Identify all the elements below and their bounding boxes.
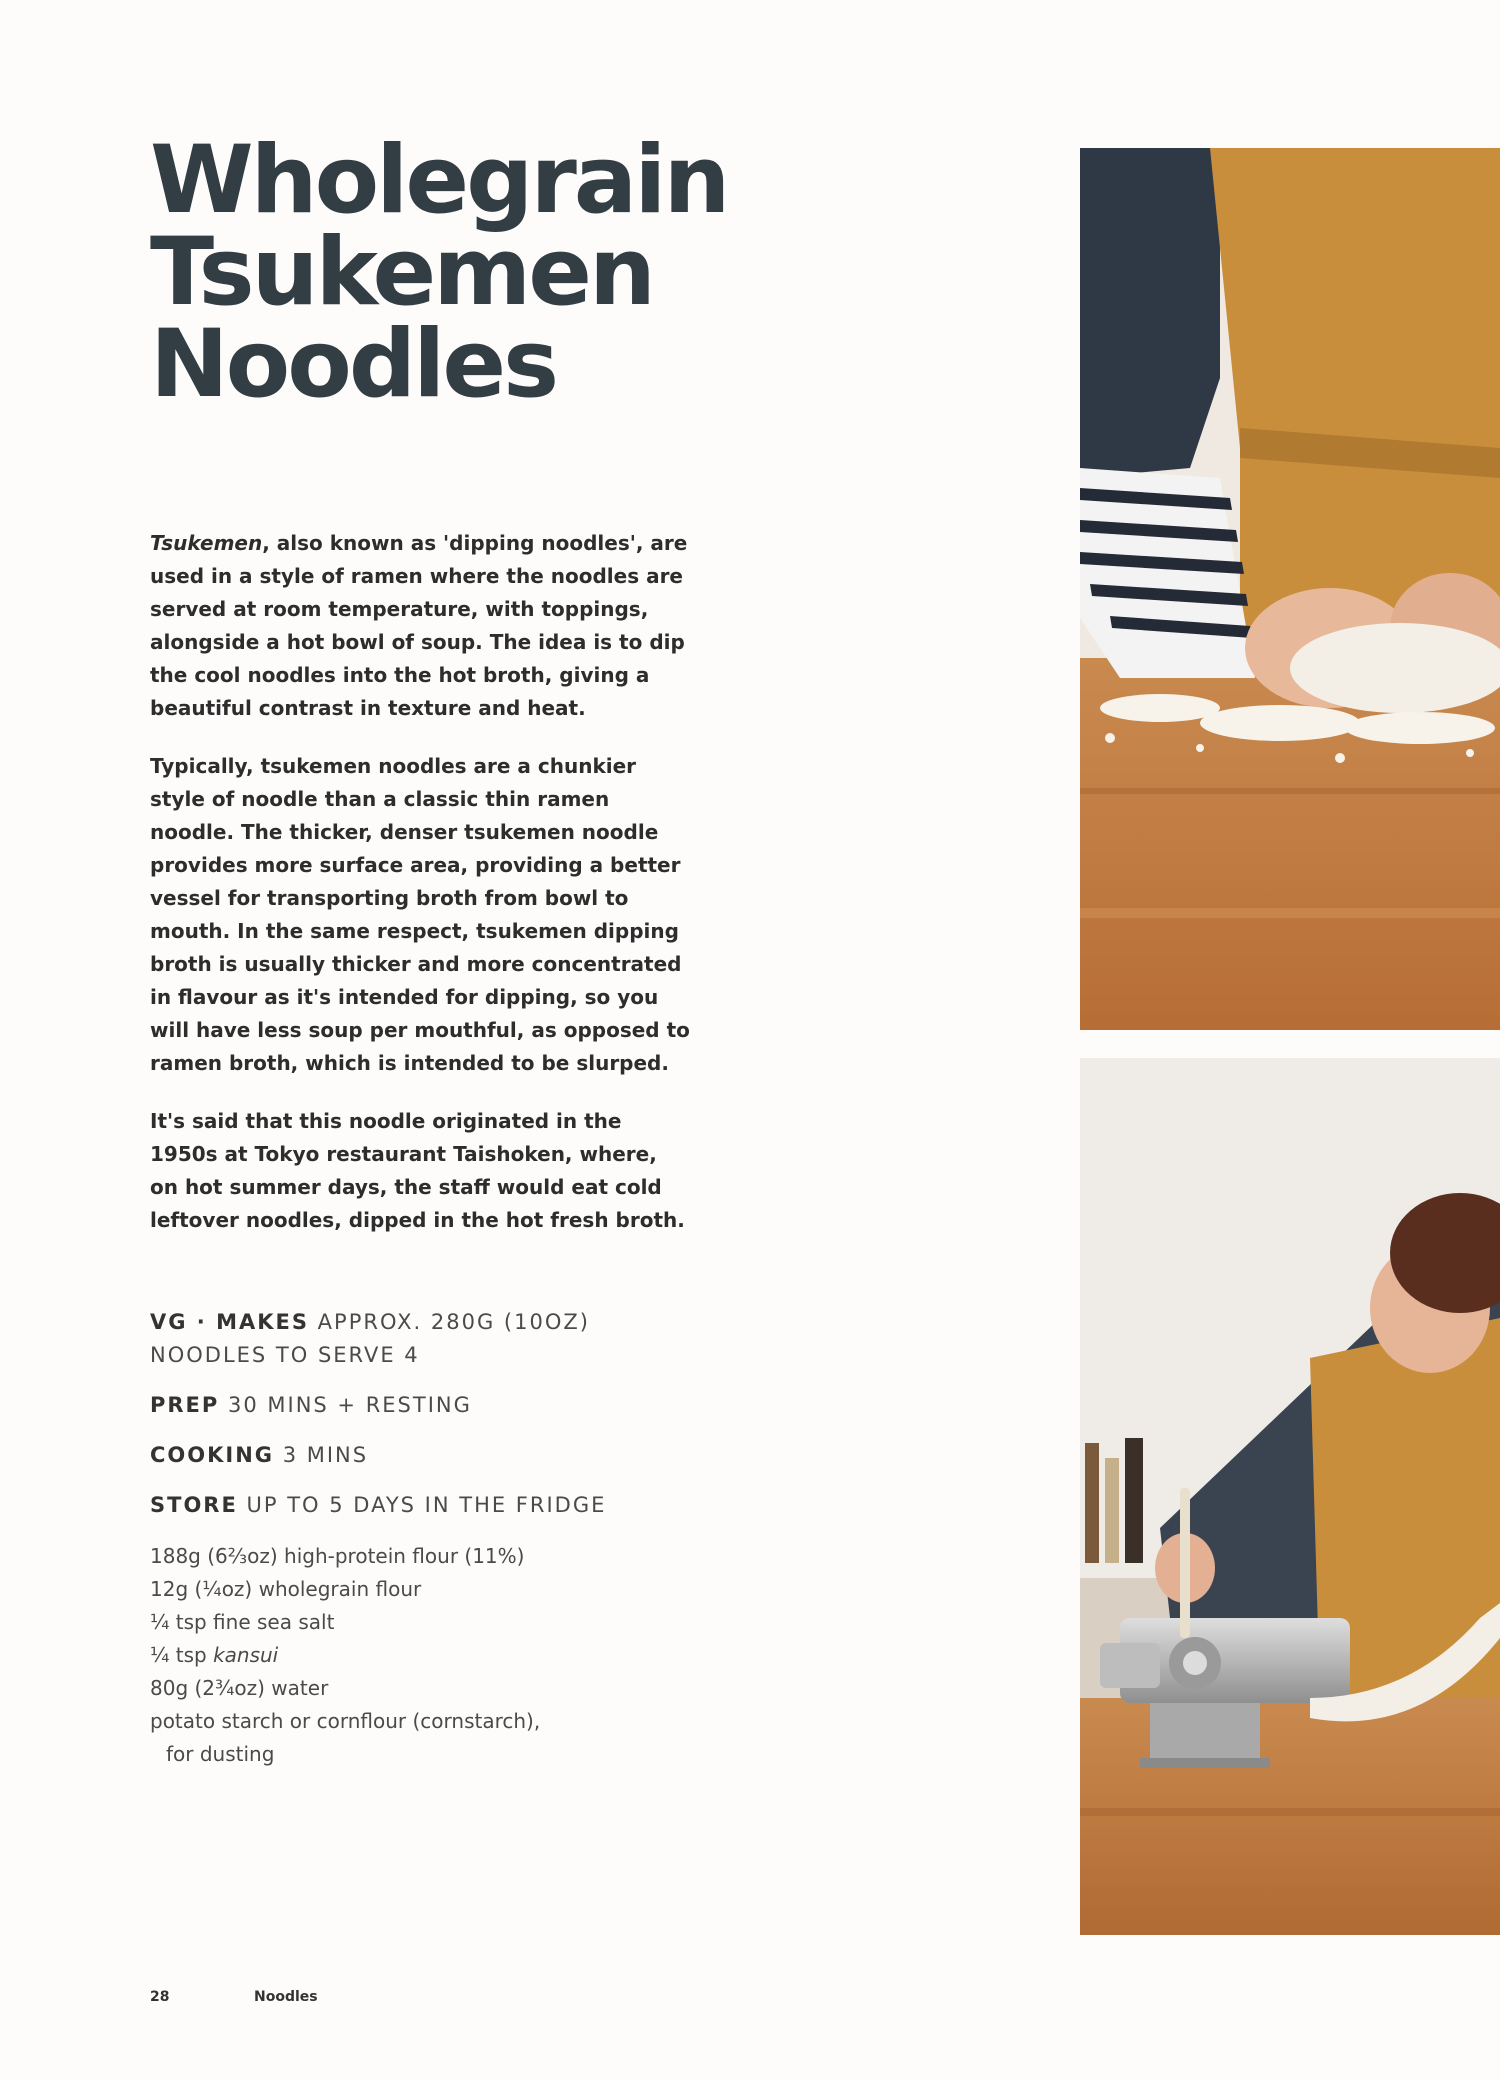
photo-pasta-machine (1080, 1058, 1500, 1935)
striped-sleeve (1080, 468, 1255, 678)
ingredient-item: 80g (2¾oz) water (150, 1676, 329, 1700)
title-line-1: Wholegrain (150, 126, 728, 235)
ingredient-item-continuation: for dusting (166, 1742, 275, 1766)
ingredient-item: 188g (6⅔oz) high-protein flour (11%) (150, 1544, 525, 1568)
page-footer (150, 1989, 318, 2005)
makes-label: VG · MAKES (150, 1310, 309, 1334)
prep-value: 30 MINS + RESTING (228, 1393, 472, 1417)
photo-kneading-dough (1080, 148, 1500, 1030)
ingredient-item: 12g (¼oz) wholegrain flour (150, 1577, 422, 1601)
ingredient-item (150, 1639, 670, 1672)
pasta-machine-illustration (1080, 1058, 1500, 1935)
makes-row (150, 1306, 710, 1372)
recipe-intro (150, 527, 690, 1262)
page-number: 28 (150, 1989, 170, 2005)
intro-paragraph-1-text: , also known as 'dipping noodles', are used in a style of ramen where the noodles are served at room temperature, with toppings, alongside a hot bowl of soup. The idea is to dip the cool noodles into the hot broth, giving a beautiful contrast in texture and heat. (150, 531, 688, 720)
kneading-dough-illustration (1080, 148, 1500, 1030)
recipe-title (150, 126, 790, 419)
intro-paragraph-1 (150, 527, 690, 725)
store-value: UP TO 5 DAYS IN THE FRIDGE (246, 1493, 607, 1517)
cooking-label: COOKING (150, 1443, 275, 1467)
ingredient-italic-term: kansui (213, 1643, 279, 1667)
makes-value: APPROX. 280G (10OZ) NOODLES TO SERVE 4 (150, 1310, 590, 1367)
ingredient-prefix: ¼ tsp (150, 1643, 214, 1667)
recipe-meta (150, 1306, 710, 1539)
cooking-row (150, 1439, 710, 1472)
cooking-value: 3 MINS (282, 1443, 369, 1467)
intro-italic-term: Tsukemen (150, 531, 263, 555)
intro-paragraph-3: It's said that this noodle originated in the 1950s at Tokyo restaurant Taishoken, where, on hot summer days, the staff would eat cold leftover noodles, dipped in the hot fresh broth. (150, 1109, 685, 1232)
ingredient-item: potato starch or cornflour (cornstarch), (150, 1709, 541, 1733)
title-line-3: Noodles (150, 310, 557, 419)
title-line-2: Tsukemen (150, 218, 653, 327)
ingredient-item: ¼ tsp fine sea salt (150, 1610, 335, 1634)
store-label: STORE (150, 1493, 238, 1517)
section-name: Noodles (254, 1989, 318, 2005)
ingredient-list (150, 1540, 670, 1771)
prep-label: PREP (150, 1393, 220, 1417)
prep-row (150, 1389, 710, 1422)
intro-paragraph-2: Typically, tsukemen noodles are a chunkier style of noodle than a classic thin ramen noodle. The thicker, denser tsukemen noodle provides more surface area, providing a better vessel for transporting broth from bowl to mouth. In the same respect, tsukemen dipping broth is usually thicker and more concentrated in flavour as it's intended for dipping, so you will have less soup per mouthful, as opposed to ramen broth, which is intended to be slurped. (150, 754, 690, 1075)
store-row (150, 1489, 710, 1522)
